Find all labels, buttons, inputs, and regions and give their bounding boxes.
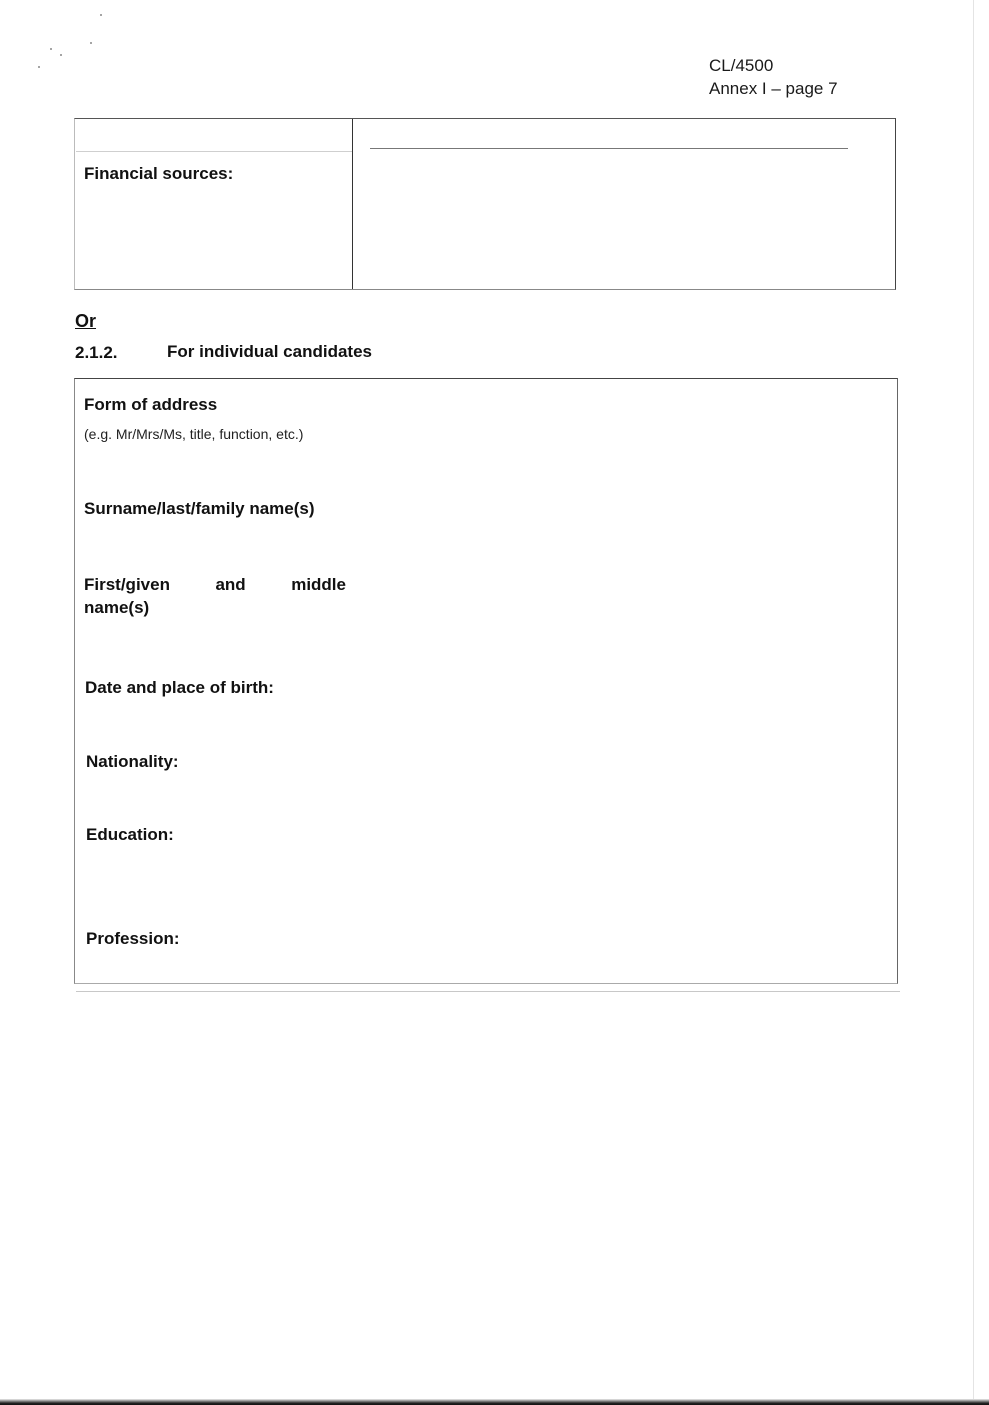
scan-specks [30, 8, 110, 88]
first-given-word: First/given [84, 575, 170, 594]
annex-page-label: Annex I – page 7 [709, 79, 838, 98]
scan-speck [38, 66, 40, 68]
or-label: Or [75, 311, 97, 331]
scan-speck [100, 14, 102, 16]
financial-sources-label: Financial sources: [84, 164, 234, 183]
first-given-word: middle [291, 575, 346, 594]
scan-speck [50, 48, 52, 50]
section-number: 2.1.2. [75, 343, 118, 362]
form-of-address-label: Form of address [84, 395, 218, 414]
page-edge-bottom [0, 1399, 989, 1405]
profession-label: Profession: [86, 929, 180, 948]
nationality-label: Nationality: [86, 752, 179, 771]
scan-speck [60, 54, 62, 56]
date-place-birth-label: Date and place of birth: [85, 678, 274, 697]
table-divider [352, 119, 353, 289]
first-given-word: and [215, 575, 246, 594]
education-label: Education: [86, 825, 174, 844]
form-bottom-rule [76, 991, 900, 992]
page-edge-right [973, 0, 974, 1400]
document-reference: CL/4500 [709, 56, 774, 75]
scan-speck [90, 42, 92, 44]
form-of-address-note: (e.g. Mr/Mrs/Ms, title, function, etc.) [84, 426, 304, 442]
financial-sources-table [74, 118, 896, 290]
table-rule [76, 151, 352, 152]
table-rule [370, 148, 848, 149]
first-given-line2: name(s) [84, 598, 150, 617]
page-header [709, 54, 838, 100]
surname-label: Surname/last/family name(s) [84, 499, 315, 518]
section-title: For individual candidates [167, 342, 372, 361]
first-given-names-label [84, 573, 346, 619]
